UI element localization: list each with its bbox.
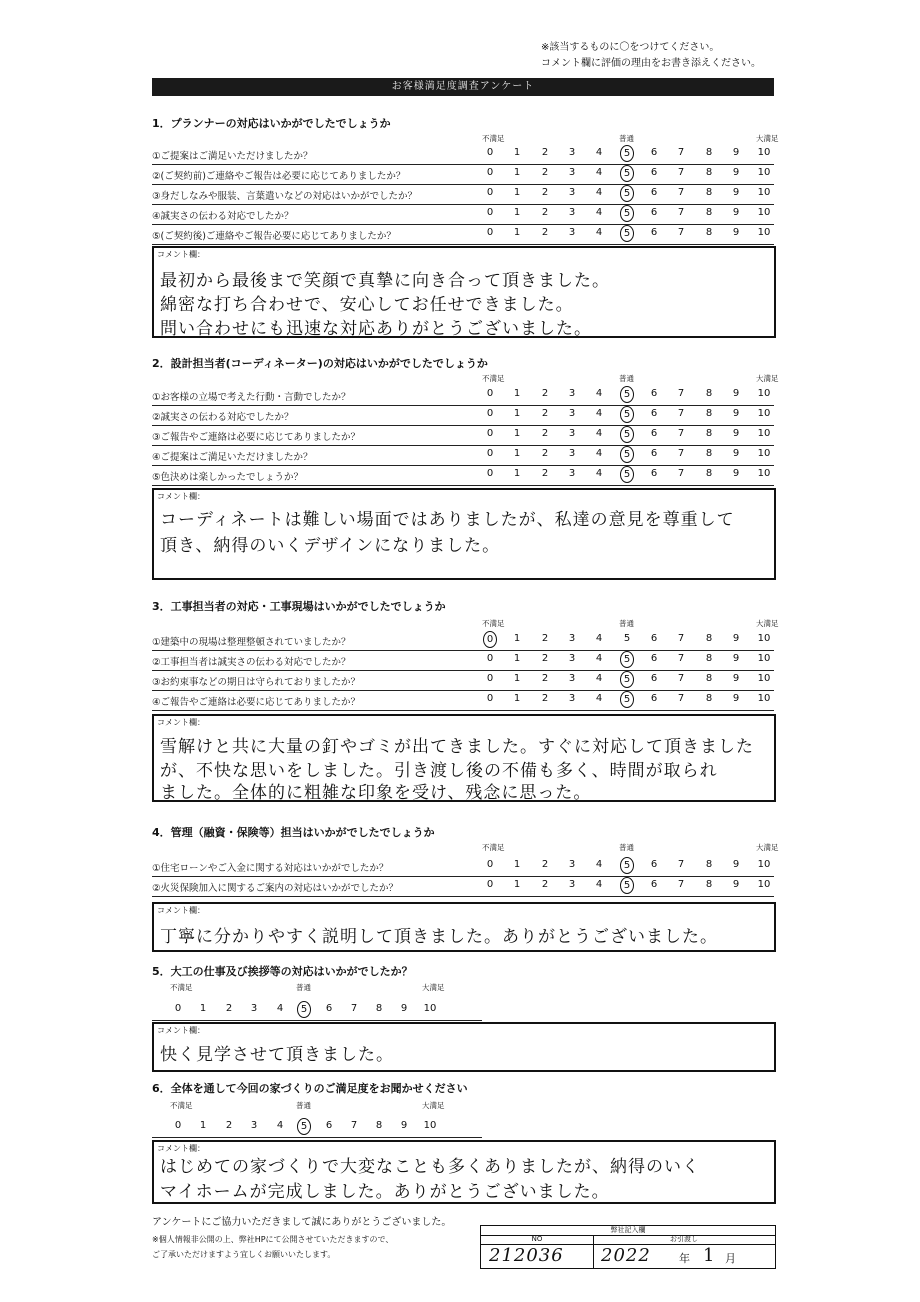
rating-option[interactable]: 8 [705, 227, 713, 238]
rating-option-selected[interactable]: 5 [620, 691, 634, 708]
rating-option[interactable]: 1 [199, 1003, 207, 1014]
rating-option-selected[interactable]: 5 [620, 426, 634, 443]
office-year-unit: 年 [679, 1252, 690, 1265]
rating-option[interactable]: 8 [705, 167, 713, 178]
rating-option[interactable]: 6 [325, 1003, 333, 1014]
rating-option-selected[interactable]: 5 [620, 205, 634, 222]
rating-option[interactable]: 7 [677, 693, 685, 704]
rating-option[interactable]: 2 [541, 227, 549, 238]
question-text: ③身だしなみや服装、言葉遣いなどの対応はいかがでしたか？ [152, 191, 418, 202]
question-text: ⑤(ご契約後)ご連絡やご報告必要に応じてありましたか？ [152, 231, 396, 242]
rating-option[interactable]: 8 [705, 388, 713, 399]
rating-option-selected[interactable]: 5 [297, 1118, 311, 1135]
scale-label-high: 大満足 [756, 134, 779, 143]
rating-option[interactable]: 10 [757, 207, 771, 218]
rating-option[interactable]: 9 [732, 167, 740, 178]
rating-option[interactable]: 3 [568, 879, 576, 890]
rating-option[interactable]: 3 [568, 468, 576, 479]
rating-option[interactable]: 9 [732, 408, 740, 419]
comment-label: コメント欄： [157, 1144, 205, 1153]
rating-option[interactable]: 1 [513, 859, 521, 870]
rating-option[interactable]: 6 [650, 388, 658, 399]
rating-option[interactable]: 3 [568, 448, 576, 459]
rating-option[interactable]: 10 [757, 673, 771, 684]
rating-option[interactable]: 4 [595, 227, 603, 238]
rating-option[interactable]: 8 [705, 207, 713, 218]
rating-option[interactable]: 2 [541, 408, 549, 419]
comment-label: コメント欄： [157, 492, 205, 501]
rating-scale [152, 1000, 482, 1021]
scale-label-mid: 普通 [619, 619, 634, 628]
rating-option[interactable]: 7 [677, 227, 685, 238]
handwritten-comment-line: マイホームが完成しました。ありがとうございました。 [160, 1182, 610, 1202]
rating-option-selected[interactable]: 5 [620, 446, 634, 463]
rating-option[interactable]: 0 [486, 693, 494, 704]
handwritten-comment-line: 雪解けと共に大量の釘やゴミが出てきました。すぐに対応して頂きました [160, 737, 754, 757]
rating-option[interactable]: 4 [595, 673, 603, 684]
rating-option-selected[interactable]: 0 [483, 631, 497, 648]
rating-option[interactable]: 1 [513, 468, 521, 479]
rating-option[interactable]: 0 [486, 207, 494, 218]
instruction-note-2: コメント欄に評価の理由をお書き添えください。 [541, 58, 761, 69]
rating-option[interactable]: 0 [486, 167, 494, 178]
rating-option-selected[interactable]: 5 [620, 225, 634, 242]
rating-option[interactable]: 4 [595, 633, 603, 644]
rating-option[interactable]: 3 [568, 147, 576, 158]
rating-option[interactable]: 3 [568, 673, 576, 684]
rating-option[interactable]: 6 [650, 693, 658, 704]
rating-option[interactable]: 10 [757, 388, 771, 399]
rating-option[interactable]: 0 [486, 187, 494, 198]
rating-option[interactable]: 1 [513, 408, 521, 419]
rating-option[interactable]: 8 [705, 673, 713, 684]
rating-option[interactable]: 10 [757, 448, 771, 459]
rating-option[interactable]: 9 [732, 879, 740, 890]
handwritten-comment-line: が、不快な思いをしました。引き渡し後の不備も多く、時間が取られ [160, 761, 718, 781]
question-text: ⑤色決めは楽しかったでしょうか？ [152, 472, 304, 483]
rating-option-selected[interactable]: 5 [620, 857, 634, 874]
office-month-unit: 月 [725, 1252, 736, 1265]
rating-option[interactable]: 10 [757, 653, 771, 664]
rating-option[interactable]: 4 [595, 428, 603, 439]
rating-option[interactable]: 3 [568, 633, 576, 644]
rating-option[interactable]: 1 [513, 428, 521, 439]
rating-option[interactable]: 3 [568, 388, 576, 399]
section-title: 2．設計担当者(コーディネーター)の対応はいかがでしたでしょうか [152, 357, 488, 370]
office-box-title: 弊社記入欄 [481, 1226, 775, 1236]
scale-label-low: 不満足 [482, 374, 505, 383]
rating-option[interactable]: 0 [486, 653, 494, 664]
question-row [152, 670, 774, 691]
question-text: ①お客様の立場で考えた行動・言動でしたか？ [152, 392, 351, 403]
comment-label: コメント欄： [157, 1026, 205, 1035]
rating-option[interactable]: 0 [486, 468, 494, 479]
rating-option[interactable]: 7 [677, 673, 685, 684]
rating-option[interactable]: 4 [595, 207, 603, 218]
rating-option[interactable]: 10 [757, 167, 771, 178]
comment-label: コメント欄： [157, 906, 205, 915]
rating-option[interactable]: 2 [541, 448, 549, 459]
rating-option[interactable]: 4 [595, 147, 603, 158]
rating-option[interactable]: 7 [677, 388, 685, 399]
rating-option[interactable]: 10 [757, 408, 771, 419]
scale-label-low: 不満足 [482, 134, 505, 143]
rating-option[interactable]: 6 [650, 207, 658, 218]
question-text: ④ご報告やご連絡は必要に応じてありましたか？ [152, 697, 361, 708]
question-text: ④ご提案はご満足いただけましたか？ [152, 452, 313, 463]
rating-option[interactable]: 4 [595, 167, 603, 178]
privacy-note-2: ご了承いただけますよう宜しくお願いいたします。 [152, 1250, 336, 1259]
rating-option[interactable]: 7 [677, 428, 685, 439]
rating-option[interactable]: 7 [677, 879, 685, 890]
rating-option[interactable]: 6 [650, 428, 658, 439]
rating-option[interactable]: 3 [568, 167, 576, 178]
rating-option[interactable]: 7 [677, 187, 685, 198]
scale-label-mid: 普通 [619, 843, 634, 852]
rating-option[interactable]: 6 [650, 468, 658, 479]
handwritten-comment-line: 最初から最後まで笑顔で真摯に向き合って頂きました。 [160, 271, 610, 291]
question-row [152, 630, 774, 651]
office-year-value: 2022 [601, 1245, 651, 1266]
rating-option[interactable]: 6 [650, 167, 658, 178]
form-title: お客様満足度調査アンケート [152, 78, 774, 96]
rating-option[interactable]: 2 [541, 673, 549, 684]
question-row [152, 204, 774, 225]
question-text: ②(ご契約前)ご連絡やご報告は必要に応じてありましたか？ [152, 171, 406, 182]
rating-option[interactable]: 3 [568, 227, 576, 238]
rating-option[interactable]: 10 [757, 693, 771, 704]
rating-option-selected[interactable]: 5 [297, 1001, 311, 1018]
rating-option[interactable]: 7 [677, 207, 685, 218]
rating-option[interactable]: 0 [486, 879, 494, 890]
rating-option[interactable]: 3 [250, 1120, 258, 1131]
rating-option[interactable]: 10 [757, 428, 771, 439]
rating-option[interactable]: 3 [568, 693, 576, 704]
rating-option-selected[interactable]: 5 [620, 651, 634, 668]
question-row [152, 445, 774, 466]
rating-option[interactable]: 0 [174, 1003, 182, 1014]
rating-option[interactable]: 6 [650, 448, 658, 459]
rating-option[interactable]: 9 [400, 1120, 408, 1131]
rating-option[interactable]: 3 [568, 653, 576, 664]
question-text: ③お約束事などの期日は守られておりましたか？ [152, 677, 361, 688]
rating-option[interactable]: 4 [276, 1120, 284, 1131]
rating-option[interactable]: 0 [486, 388, 494, 399]
rating-option[interactable]: 3 [250, 1003, 258, 1014]
rating-option[interactable]: 8 [705, 468, 713, 479]
rating-option[interactable]: 0 [174, 1120, 182, 1131]
rating-option[interactable]: 9 [732, 227, 740, 238]
rating-option[interactable]: 3 [568, 408, 576, 419]
rating-option[interactable]: 8 [705, 408, 713, 419]
rating-option[interactable]: 9 [732, 468, 740, 479]
rating-option[interactable]: 8 [705, 879, 713, 890]
rating-option[interactable]: 4 [595, 448, 603, 459]
rating-option[interactable]: 6 [650, 187, 658, 198]
rating-option[interactable]: 8 [705, 147, 713, 158]
rating-option[interactable]: 9 [732, 633, 740, 644]
rating-option[interactable]: 7 [677, 653, 685, 664]
office-date-label: お引渡し [593, 1235, 775, 1245]
question-text: ①建築中の現場は整理整頓されていましたか？ [152, 637, 351, 648]
rating-option[interactable]: 2 [541, 693, 549, 704]
question-text: ③ご報告やご連絡は必要に応じてありましたか？ [152, 432, 361, 443]
rating-option[interactable]: 4 [595, 388, 603, 399]
question-text: ②火災保険加入に関するご案内の対応はいかがでしたか？ [152, 883, 399, 894]
rating-option[interactable]: 4 [595, 187, 603, 198]
handwritten-comment-line: はじめての家づくりで大変なことも多くありましたが、納得のいく [160, 1157, 700, 1177]
question-text: ①住宅ローンやご入金に関する対応はいかがでしたか？ [152, 863, 389, 874]
rating-option[interactable]: 7 [677, 859, 685, 870]
rating-option[interactable]: 6 [650, 408, 658, 419]
rating-option[interactable]: 0 [486, 428, 494, 439]
rating-option[interactable]: 2 [541, 187, 549, 198]
rating-option[interactable]: 4 [595, 653, 603, 664]
question-row [152, 224, 774, 245]
handwritten-comment-line: 問い合わせにも迅速な対応ありがとうございました。 [160, 319, 592, 339]
rating-option[interactable]: 2 [541, 147, 549, 158]
rating-option[interactable]: 2 [541, 859, 549, 870]
rating-option[interactable]: 9 [732, 448, 740, 459]
rating-option[interactable]: 2 [541, 633, 549, 644]
scale-label-high: 大満足 [756, 619, 779, 628]
section-title: 1．プランナーの対応はいかがでしたでしょうか [152, 117, 391, 130]
rating-option[interactable]: 8 [705, 859, 713, 870]
rating-option[interactable]: 1 [513, 633, 521, 644]
rating-option[interactable]: 4 [276, 1003, 284, 1014]
rating-option[interactable]: 8 [705, 653, 713, 664]
privacy-note-1: ※個人情報非公開の上、弊社HPにて公開させていただきますので、 [152, 1235, 394, 1244]
rating-option[interactable]: 4 [595, 693, 603, 704]
rating-option[interactable]: 5 [623, 633, 631, 644]
rating-option[interactable]: 6 [325, 1120, 333, 1131]
handwritten-comment-line: 頂き、納得のいくデザインになりました。 [160, 536, 501, 556]
question-row [152, 405, 774, 426]
rating-option-selected[interactable]: 5 [620, 386, 634, 403]
rating-option[interactable]: 0 [486, 147, 494, 158]
scale-label-mid: 普通 [296, 1101, 311, 1110]
rating-option-selected[interactable]: 5 [620, 145, 634, 162]
rating-option[interactable]: 9 [732, 653, 740, 664]
rating-option-selected[interactable]: 5 [620, 165, 634, 182]
rating-option[interactable]: 2 [541, 468, 549, 479]
rating-option[interactable]: 2 [541, 388, 549, 399]
question-text: ④誠実さの伝わる対応でしたか？ [152, 211, 294, 222]
question-row [152, 144, 774, 165]
rating-option[interactable]: 3 [568, 207, 576, 218]
rating-option[interactable]: 7 [677, 408, 685, 419]
question-row [152, 856, 774, 877]
rating-option[interactable]: 7 [677, 147, 685, 158]
rating-option[interactable]: 4 [595, 468, 603, 479]
rating-option[interactable]: 10 [757, 879, 771, 890]
rating-option[interactable]: 8 [705, 448, 713, 459]
rating-option[interactable]: 7 [677, 633, 685, 644]
rating-option[interactable]: 9 [732, 693, 740, 704]
rating-option[interactable]: 0 [486, 408, 494, 419]
rating-option[interactable]: 4 [595, 879, 603, 890]
rating-option[interactable]: 7 [350, 1120, 358, 1131]
rating-option[interactable]: 7 [350, 1003, 358, 1014]
rating-option[interactable]: 8 [375, 1120, 383, 1131]
comment-label: コメント欄： [157, 250, 205, 259]
rating-option[interactable]: 10 [757, 859, 771, 870]
rating-option[interactable]: 4 [595, 408, 603, 419]
question-text: ②工事担当者は誠実さの伝わる対応でしたか？ [152, 657, 351, 668]
rating-option[interactable]: 8 [705, 633, 713, 644]
section-title: 5．大工の仕事及び挨拶等の対応はいかがでしたか？ [152, 965, 413, 978]
rating-option[interactable]: 6 [650, 633, 658, 644]
rating-option[interactable]: 10 [757, 633, 771, 644]
rating-option[interactable]: 2 [541, 167, 549, 178]
rating-option[interactable]: 9 [732, 147, 740, 158]
rating-option[interactable]: 10 [757, 187, 771, 198]
rating-option-selected[interactable]: 5 [620, 877, 634, 894]
rating-option[interactable]: 9 [732, 207, 740, 218]
rating-option[interactable]: 1 [513, 448, 521, 459]
rating-option[interactable]: 10 [757, 468, 771, 479]
rating-option-selected[interactable]: 5 [620, 406, 634, 423]
question-row [152, 385, 774, 406]
rating-scale [152, 1117, 482, 1138]
rating-option[interactable]: 9 [732, 428, 740, 439]
rating-option[interactable]: 6 [650, 879, 658, 890]
rating-option[interactable]: 8 [705, 187, 713, 198]
rating-option[interactable]: 9 [732, 673, 740, 684]
instruction-note-1: ※該当するものに〇をつけてください。 [541, 42, 720, 53]
rating-option[interactable]: 2 [225, 1120, 233, 1131]
rating-option[interactable]: 1 [513, 388, 521, 399]
rating-option[interactable]: 3 [568, 859, 576, 870]
rating-option[interactable]: 0 [486, 859, 494, 870]
rating-option[interactable]: 10 [423, 1003, 437, 1014]
rating-option[interactable]: 0 [486, 227, 494, 238]
scale-label-high: 大満足 [422, 1101, 445, 1110]
rating-option[interactable]: 0 [486, 673, 494, 684]
question-text: ②誠実さの伝わる対応でしたか？ [152, 412, 294, 423]
rating-option[interactable]: 10 [757, 227, 771, 238]
office-divider [593, 1244, 594, 1268]
office-no-label: NO [481, 1235, 594, 1245]
question-row [152, 876, 774, 897]
rating-option[interactable]: 7 [677, 468, 685, 479]
scale-label-high: 大満足 [756, 843, 779, 852]
rating-option[interactable]: 2 [541, 879, 549, 890]
rating-option[interactable]: 6 [650, 227, 658, 238]
rating-option[interactable]: 2 [541, 207, 549, 218]
section-title: 4．管理（融資・保険等）担当はいかがでしたでしょうか [152, 826, 435, 839]
section-title: 6．全体を通して今回の家づくりのご満足度をお聞かせください [152, 1082, 468, 1095]
scale-label-high: 大満足 [756, 374, 779, 383]
rating-option[interactable]: 1 [513, 227, 521, 238]
rating-option[interactable]: 1 [513, 187, 521, 198]
scale-label-low: 不満足 [482, 843, 505, 852]
rating-option[interactable]: 2 [541, 653, 549, 664]
rating-option[interactable]: 8 [705, 428, 713, 439]
rating-option[interactable]: 9 [732, 388, 740, 399]
question-row [152, 650, 774, 671]
rating-option[interactable]: 6 [650, 859, 658, 870]
rating-option[interactable]: 9 [732, 187, 740, 198]
scale-label-mid: 普通 [619, 134, 634, 143]
handwritten-comment-line: 快く見学させて頂きました。 [160, 1045, 394, 1065]
rating-option[interactable]: 1 [513, 207, 521, 218]
rating-option[interactable]: 4 [595, 859, 603, 870]
question-row [152, 690, 774, 711]
handwritten-comment-line: ました。全体的に粗雑な印象を受け、残念に思った。 [160, 783, 592, 803]
rating-option[interactable]: 1 [513, 147, 521, 158]
rating-option[interactable]: 9 [732, 859, 740, 870]
rating-option[interactable]: 7 [677, 167, 685, 178]
rating-option-selected[interactable]: 5 [620, 466, 634, 483]
section-title: 3．工事担当者の対応・工事現場はいかがでしたでしょうか [152, 600, 446, 613]
scale-label-mid: 普通 [296, 983, 311, 992]
question-row [152, 465, 774, 486]
handwritten-comment-line: 綿密な打ち合わせで、安心してお任せできました。 [160, 295, 574, 315]
rating-option[interactable]: 1 [513, 673, 521, 684]
rating-option[interactable]: 2 [541, 428, 549, 439]
thanks-text: アンケートにご協力いただきまして誠にありがとうございました。 [152, 1217, 452, 1228]
question-text: ①ご提案はご満足いただけましたか？ [152, 151, 313, 162]
scale-label-low: 不満足 [170, 1101, 193, 1110]
office-use-box [480, 1225, 776, 1269]
rating-option[interactable]: 3 [568, 187, 576, 198]
scale-label-low: 不満足 [482, 619, 505, 628]
handwritten-comment-line: コーディネートは難しい場面ではありましたが、私達の意見を尊重して [160, 510, 735, 530]
office-month-value: 1 [703, 1245, 716, 1266]
rating-option-selected[interactable]: 5 [620, 185, 634, 202]
scale-label-mid: 普通 [619, 374, 634, 383]
comment-label: コメント欄： [157, 718, 205, 727]
rating-option[interactable]: 7 [677, 448, 685, 459]
rating-option[interactable]: 1 [513, 879, 521, 890]
rating-option[interactable]: 0 [486, 448, 494, 459]
rating-option[interactable]: 6 [650, 147, 658, 158]
office-no-value: 212036 [489, 1245, 564, 1266]
rating-option[interactable]: 3 [568, 428, 576, 439]
rating-option[interactable]: 10 [757, 147, 771, 158]
question-row [152, 164, 774, 185]
rating-option[interactable]: 8 [375, 1003, 383, 1014]
scale-label-high: 大満足 [422, 983, 445, 992]
rating-option[interactable]: 6 [650, 653, 658, 664]
rating-option[interactable]: 6 [650, 673, 658, 684]
rating-option[interactable]: 1 [513, 167, 521, 178]
rating-option[interactable]: 1 [513, 693, 521, 704]
question-row [152, 425, 774, 446]
rating-option[interactable]: 9 [400, 1003, 408, 1014]
rating-option-selected[interactable]: 5 [620, 671, 634, 688]
question-row [152, 184, 774, 205]
rating-option[interactable]: 1 [199, 1120, 207, 1131]
rating-option[interactable]: 2 [225, 1003, 233, 1014]
handwritten-comment-line: 丁寧に分かりやすく説明して頂きました。ありがとうございました。 [160, 927, 718, 947]
rating-option[interactable]: 10 [423, 1120, 437, 1131]
rating-option[interactable]: 1 [513, 653, 521, 664]
scale-label-low: 不満足 [170, 983, 193, 992]
rating-option[interactable]: 8 [705, 693, 713, 704]
